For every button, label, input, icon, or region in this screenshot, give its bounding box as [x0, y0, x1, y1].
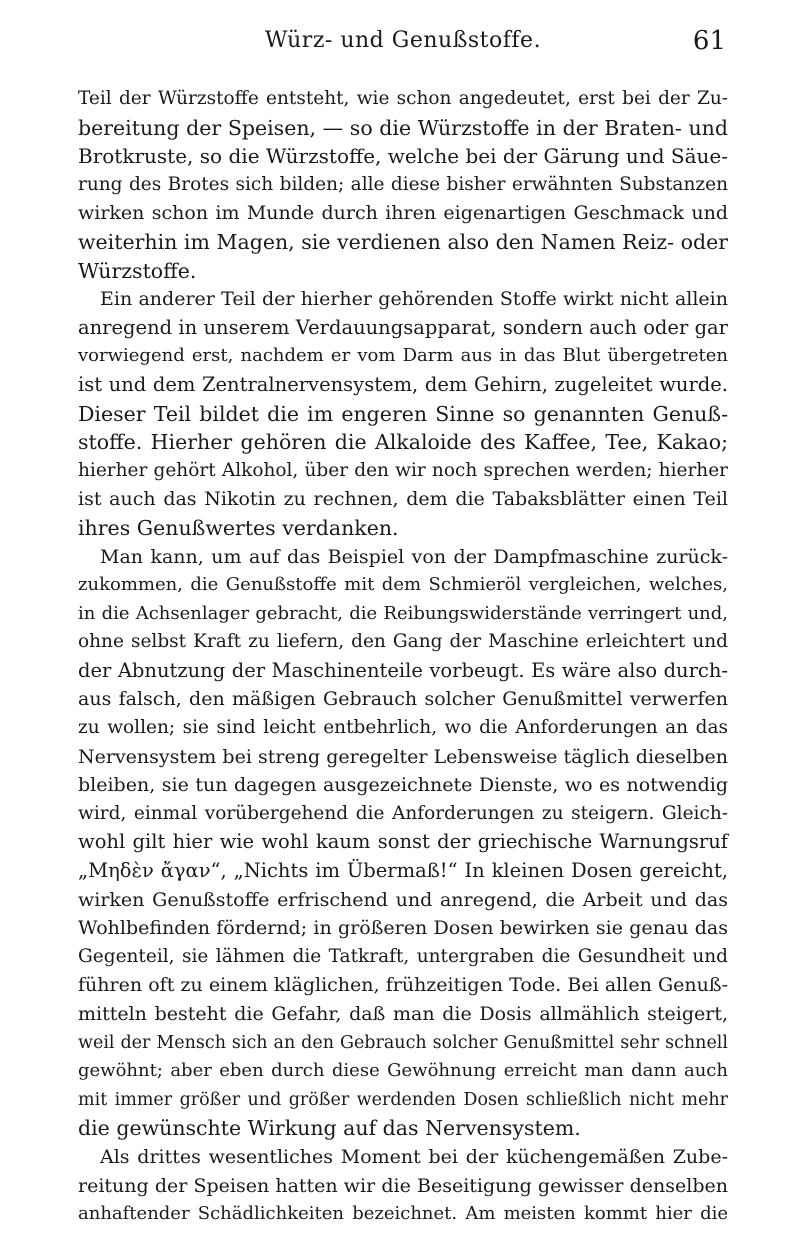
- running-title: Würz- und Genußstoffe.: [264, 28, 542, 53]
- text-line: die gewünschte Wirkung auf das Nervensystem.: [78, 1116, 581, 1141]
- body-text: [78, 85, 728, 1229]
- text-line: zukommen, die Genußstoffe mit dem Schmieröl vergleichen, welches,: [78, 574, 728, 596]
- book-page: [78, 0, 728, 1249]
- text-line: anregend in unserem Verdauungsapparat, sondern auch oder gar: [78, 315, 728, 339]
- page-number: 61: [692, 26, 726, 56]
- text-line: zu wollen; sie sind leicht entbehrlich, wo die Anforderungen an das: [78, 717, 728, 739]
- text-line: rung des Brotes sich bilden; alle diese bisher erwähnten Substanzen: [78, 173, 728, 195]
- text-line: „Μηδὲν ἄγαν“, „Nichts im Übermaß!“ In kleinen Dosen gereicht,: [78, 859, 728, 883]
- text-line: bereitung der Speisen, — so die Würzstoffe in der Braten- und: [78, 115, 728, 140]
- text-line: Gegenteil, sie lähmen die Tatkraft, untergraben die Gesundheit und: [78, 945, 728, 967]
- text-line: ist auch das Nikotin zu rechnen, dem die Tabaksblätter einen Teil: [78, 488, 728, 511]
- text-line: in die Achsenlager gebracht, die Reibungswiderstände verringert und,: [78, 602, 728, 624]
- text-line: anhaftender Schädlichkeiten bezeichnet. Am meisten kommt hier die: [78, 1203, 728, 1225]
- text-line: ihres Genußwertes verdanken.: [78, 515, 399, 540]
- text-line: wohl gilt hier wie wohl kaum sonst der griechische Warnungsruf: [78, 830, 728, 854]
- text-line: Würzstoffe.: [78, 258, 197, 283]
- text-line: Wohlbefinden fördernd; in größeren Dosen bewirken sie genau das: [78, 917, 728, 940]
- text-line: gewöhnt; aber eben durch diese Gewöhnung erreicht man dann auch: [78, 1060, 728, 1082]
- text-line: Dieser Teil bildet die im engeren Sinne so genannten Genuß-: [78, 401, 728, 426]
- text-line: der Abnutzung der Maschinenteile vorbeugt. Es wäre also durch-: [78, 658, 728, 682]
- text-line: ist und dem Zentralnervensystem, dem Gehirn, zugeleitet wurde.: [78, 372, 728, 396]
- text-line: Als drittes wesentliches Moment bei der küchengemäßen Zube-: [100, 1145, 728, 1168]
- text-line: weiterhin im Magen, sie verdienen also den Namen Reiz- oder: [78, 229, 728, 254]
- text-line: wirken schon im Munde durch ihren eigenartigen Geschmack und: [78, 202, 728, 225]
- text-line: reitung der Speisen hatten wir die Beseitigung gewisser denselben: [78, 1174, 728, 1197]
- text-line: wirken Genußstoffe erfrischend und anregend, die Arbeit und das: [78, 888, 728, 911]
- text-line: stoffe. Hierher gehören die Alkaloide des Kaffee, Tee, Kakao;: [78, 430, 728, 455]
- text-line: weil der Mensch sich an den Gebrauch solcher Genußmittel sehr schnell: [78, 1032, 728, 1053]
- text-line: hierher gehört Alkohol, über den wir noch sprechen werden; hierher: [78, 459, 728, 481]
- text-line: Man kann, um auf das Beispiel von der Dampfmaschine zurück-: [100, 545, 728, 568]
- running-head: [78, 0, 728, 60]
- text-line: wird, einmal vorübergehend die Anforderungen zu steigern. Gleich-: [78, 802, 728, 824]
- text-line: Nervensystem bei streng geregelter Lebensweise täglich dieselben: [78, 745, 728, 768]
- text-line: führen oft zu einem kläglichen, frühzeitigen Tode. Bei allen Genuß-: [78, 974, 728, 997]
- text-line: ohne selbst Kraft zu liefern, den Gang der Maschine erleichtert und: [78, 631, 728, 653]
- text-line: Teil der Würzstoffe entsteht, wie schon angedeutet, erst bei der Zu-: [78, 88, 728, 109]
- text-line: bleiben, sie tun dagegen ausgezeichnete Dienste, wo es notwendig: [78, 774, 728, 797]
- text-line: mit immer größer und größer werdenden Dosen schließlich nicht mehr: [78, 1089, 728, 1110]
- text-line: mitteln besteht die Gefahr, daß man die Dosis allmählich steigert,: [78, 1003, 728, 1025]
- text-line: vorwiegend erst, nachdem er vom Darm aus in das Blut übergetreten: [78, 345, 728, 367]
- text-line: aus falsch, den mäßigen Gebrauch solcher Genußmittel verwerfen: [78, 688, 728, 711]
- text-line: Brotkruste, so die Würzstoffe, welche bei der Gärung und Säue-: [78, 144, 728, 169]
- text-line: Ein anderer Teil der hierher gehörenden Stoffe wirkt nicht allein: [100, 288, 728, 311]
